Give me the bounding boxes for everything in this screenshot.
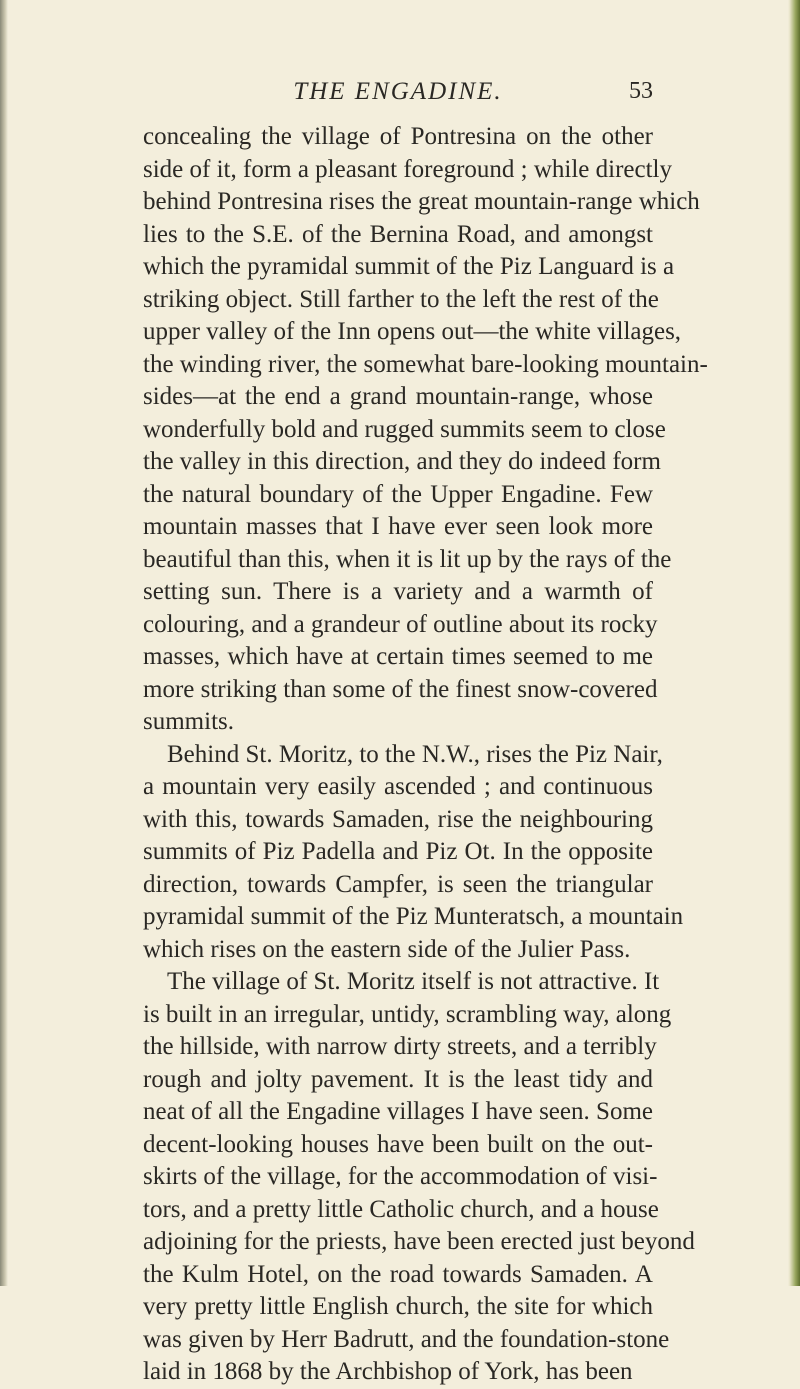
paragraph bbox=[143, 739, 684, 967]
page-number: 53 bbox=[629, 78, 653, 104]
text-line: adjoining for the priests, have been erected just beyond bbox=[143, 1228, 695, 1255]
text-line: masses, which have at certain times seemed to me bbox=[143, 643, 653, 670]
text-line: mountain masses that I have ever seen look more bbox=[143, 513, 653, 540]
text-line: tors, and a pretty little Catholic church, and a house bbox=[143, 1195, 659, 1223]
text-line: lies to the S.E. of the Bernina Road, and amongst bbox=[143, 220, 653, 248]
running-title: THE ENGADINE. bbox=[293, 78, 503, 105]
text-line: a mountain very easily ascended ; and continuous bbox=[143, 773, 653, 800]
text-line: behind Pontresina rises the great mountain-range which bbox=[143, 188, 700, 215]
text-line: colouring, and a grandeur of outline about its rocky bbox=[143, 610, 658, 638]
paragraph bbox=[143, 966, 695, 1389]
text-line: upper valley of the Inn opens out—the white villages, bbox=[143, 318, 682, 345]
page-header bbox=[143, 78, 653, 114]
text-line: the Kulm Hotel, on the road towards Samaden. A bbox=[143, 1260, 653, 1288]
text-line: sides—at the end a grand mountain-range, whose bbox=[143, 383, 653, 410]
text-line: is built in an irregular, untidy, scrambling way, along bbox=[143, 1000, 672, 1028]
text-line: with this, towards Samaden, rise the neighbouring bbox=[143, 805, 653, 833]
text-line: the winding river, the somewhat bare-looking mountain- bbox=[143, 350, 708, 378]
text-line: laid in 1868 by the Archbishop of York, has been bbox=[143, 1358, 633, 1385]
text-line: Behind St. Moritz, to the N.W., rises the Piz Nair, bbox=[167, 740, 663, 768]
text-line: striking object. Still farther to the left the rest of the bbox=[143, 285, 659, 313]
text-line: rough and jolty pavement. It is the least tidy and bbox=[143, 1065, 653, 1093]
text-line: wonderfully bold and rugged summits seem to close bbox=[143, 415, 666, 443]
text-line: summits of Piz Padella and Piz Ot. In the opposite bbox=[143, 838, 653, 865]
text-line: summits. bbox=[143, 708, 234, 735]
text-line: was given by Herr Badrutt, and the foundation-stone bbox=[143, 1325, 670, 1353]
text-line: decent-looking houses have been built on the out- bbox=[143, 1130, 653, 1158]
text-line: neat of all the Engadine villages I have seen. Some bbox=[143, 1098, 653, 1125]
text-line: skirts of the village, for the accommodation of visi- bbox=[143, 1163, 658, 1190]
text-line: The village of St. Moritz itself is not attractive. It bbox=[167, 968, 660, 995]
text-line: beautiful than this, when it is lit up by the rays of the bbox=[143, 545, 672, 573]
page-left-edge bbox=[0, 0, 8, 1286]
text-line: pyramidal summit of the Piz Munteratsch, a mountain bbox=[143, 903, 684, 930]
text-line: the natural boundary of the Upper Engadine. Few bbox=[143, 480, 653, 508]
text-line: side of it, form a pleasant foreground ; while directly bbox=[143, 155, 673, 183]
body-text bbox=[143, 121, 708, 1389]
page-right-edge bbox=[788, 0, 800, 1286]
text-line: direction, towards Campfer, is seen the triangular bbox=[143, 870, 653, 898]
text-line: concealing the village of Pontresina on the other bbox=[143, 123, 653, 150]
text-line: which rises on the eastern side of the Julier Pass. bbox=[143, 935, 631, 963]
paragraph bbox=[143, 121, 708, 739]
text-line: the valley in this direction, and they do indeed form bbox=[143, 448, 661, 475]
text-line: which the pyramidal summit of the Piz Languard is a bbox=[143, 253, 675, 280]
text-line: more striking than some of the finest snow-covered bbox=[143, 675, 658, 703]
text-line: very pretty little English church, the site for which bbox=[143, 1293, 653, 1320]
text-line: the hillside, with narrow dirty streets, and a terribly bbox=[143, 1033, 657, 1060]
text-line: setting sun. There is a variety and a warmth of bbox=[143, 578, 653, 605]
